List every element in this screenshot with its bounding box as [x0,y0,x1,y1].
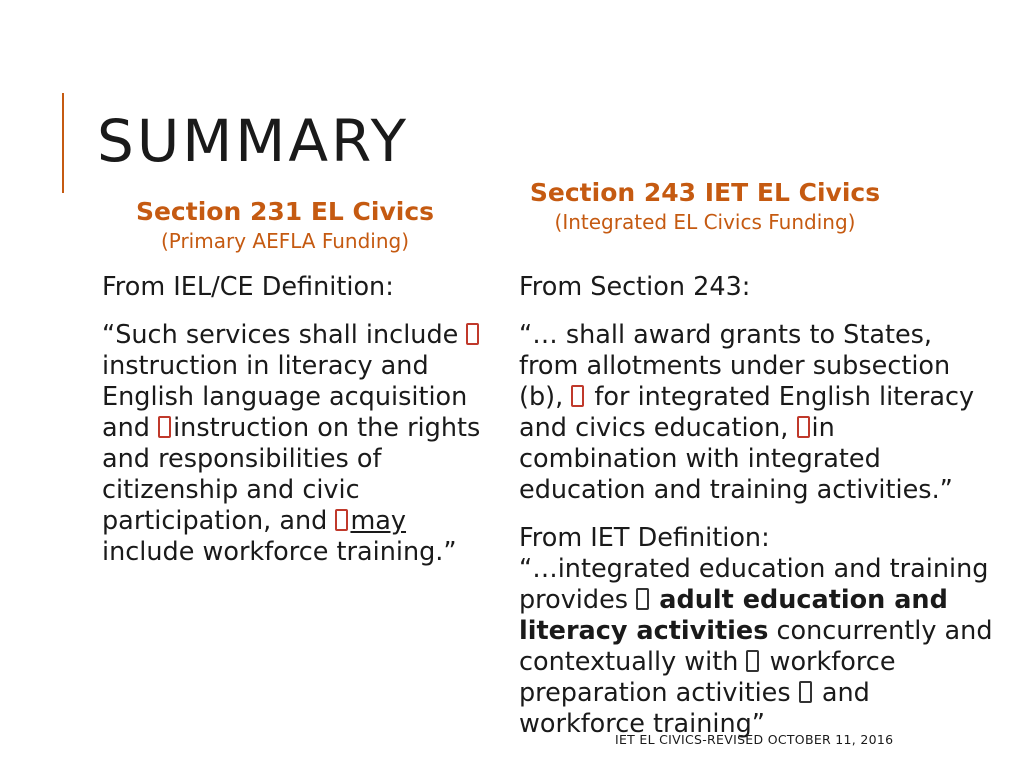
slide-footer: IET EL CIVICS-REVISED OCTOBER 11, 2016 [615,732,894,747]
right-quote-b: for integrated English literacy and civics education, [519,382,975,443]
bullet-marker-icon [797,416,810,438]
slide-title: SUMMARY [97,107,410,175]
left-intro: From IEL/CE Definition: [102,272,394,302]
left-quote [102,320,497,568]
bullet-marker-icon [746,650,759,672]
bullet-marker-icon [636,588,649,610]
iet-intro: From IET Definition: [519,523,770,553]
iet-c: concurrently and contextually with [519,616,993,677]
left-quote-a: “Such services shall include [102,320,459,350]
right-quote [519,320,994,506]
left-subheading: (Primary AEFLA Funding) [160,229,410,253]
left-quote-c: instruction on the rights and responsibilities of citizenship and civic participation, and [102,413,481,536]
right-quote-a: “… shall award grants to States, from allotments under subsection (b), [519,320,951,412]
left-quote-b: instruction in literacy and English language acquisition and [102,351,468,443]
bullet-marker-icon [335,509,348,531]
right-column-body [519,272,994,740]
iet-quote [519,554,994,740]
right-intro: From Section 243: [519,272,751,302]
iet-e: and workforce training” [519,678,870,739]
right-subheading: (Integrated EL Civics Funding) [554,210,856,234]
right-heading: Section 243 IET EL Civics [529,178,881,207]
iet-a: “…integrated education and training provides [519,554,989,615]
left-quote-e: include workforce training.” [102,537,457,567]
title-accent-bar [62,93,64,193]
right-column-header [505,176,905,235]
left-column-body [102,272,497,568]
iet-b: adult education and literacy activities [519,585,948,646]
bullet-marker-icon [466,323,479,345]
left-column-header [100,195,470,254]
bullet-marker-icon [571,385,584,407]
bullet-marker-icon [799,681,812,703]
left-quote-may: may [350,506,407,536]
left-heading: Section 231 EL Civics [135,197,435,226]
right-quote-c: in combination with integrated education and training activities.” [519,413,953,505]
bullet-marker-icon [158,416,171,438]
iet-d: workforce preparation activities [519,647,896,708]
